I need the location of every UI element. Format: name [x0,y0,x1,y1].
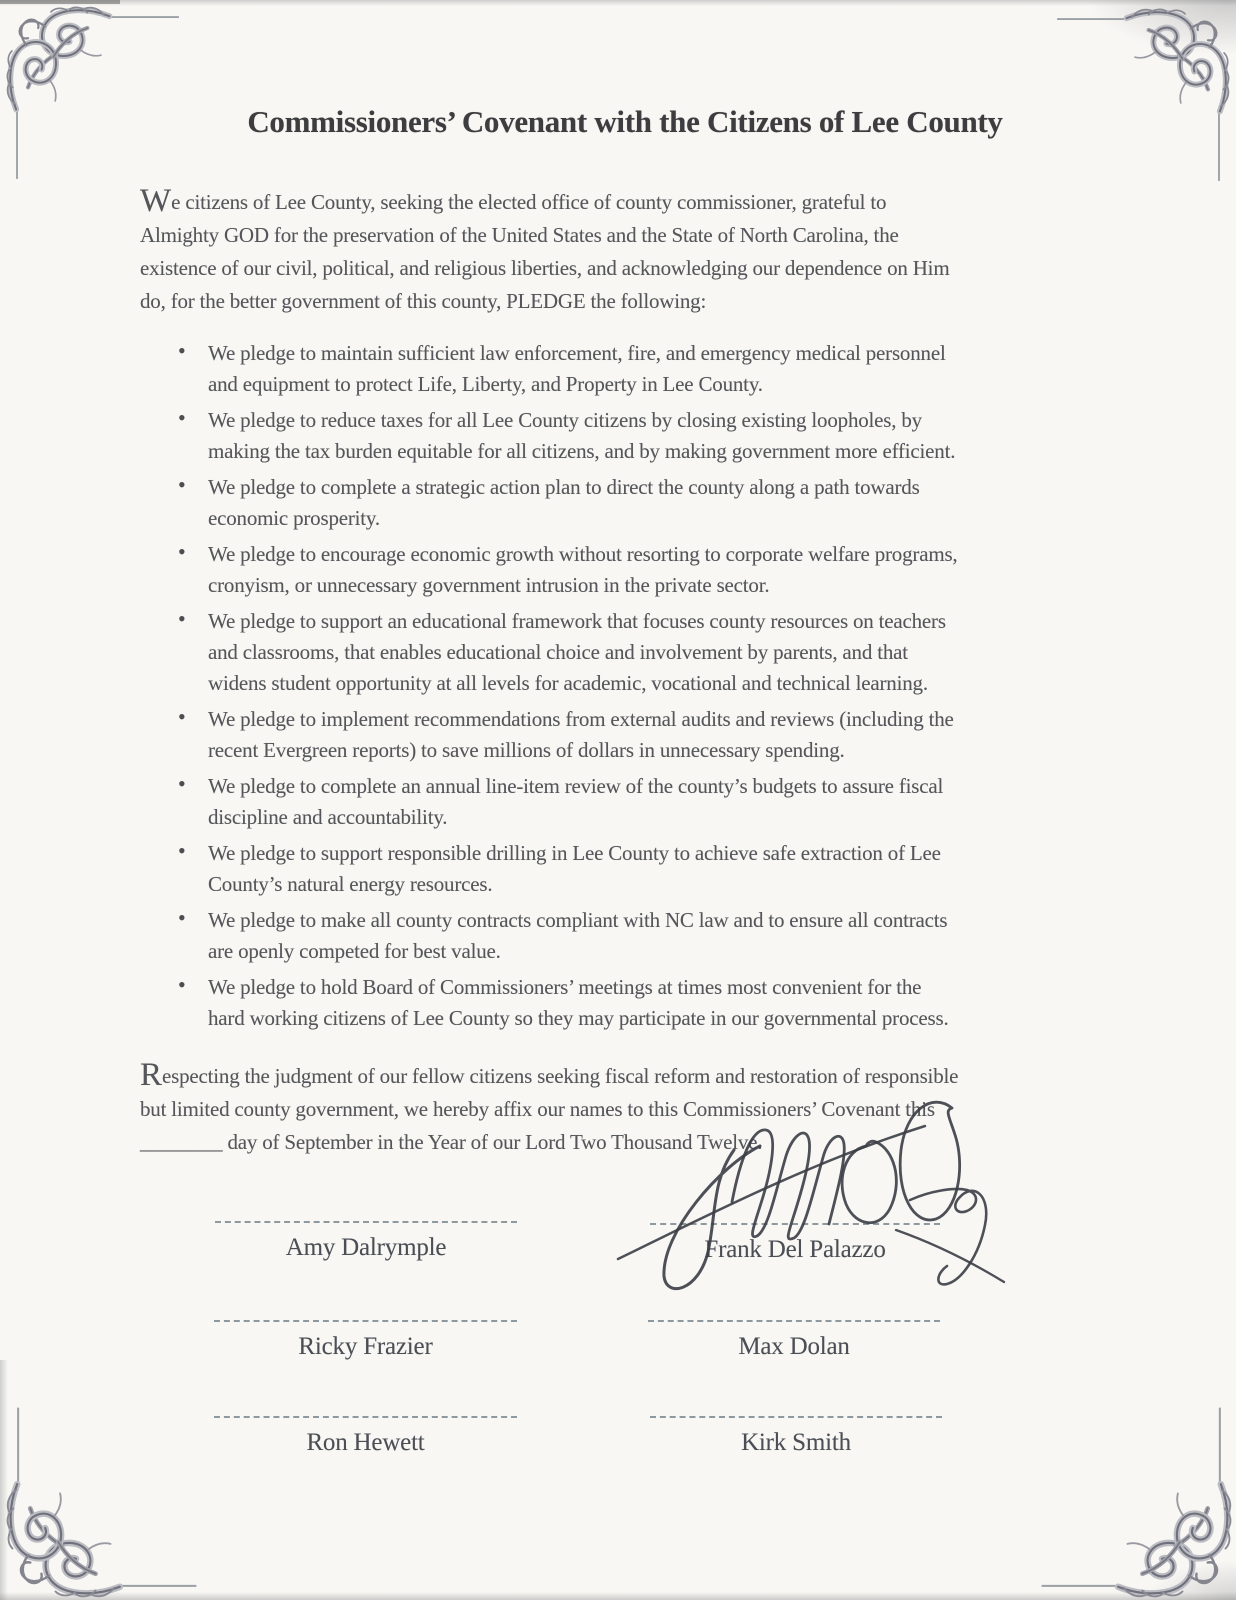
signer-name: Frank Del Palazzo [704,1236,886,1263]
pledge-item [140,771,1180,833]
signature-cell [214,1320,517,1361]
signature-cell [648,1320,940,1361]
pledge-line: • We pledge to encourage economic growth without resorting to corporate welfare programs, [208,542,958,566]
pledge-line: • We pledge to complete an annual line-item review of the county’s budgets to assure fiscal [208,774,944,798]
signature-cell [650,1416,942,1457]
pledge-line: making the tax burden equitable for all citizens, and by making government more efficient. [208,439,956,463]
signer-name: Amy Dalrymple [285,1234,447,1261]
drop-cap: W [140,183,172,219]
pledge-line: • We pledge to maintain sufficient law enforcement, fire, and emergency medical personnel [208,341,946,365]
signature-rule [214,1320,517,1322]
pledge-line: • We pledge to reduce taxes for all Lee County citizens by closing existing loopholes, by [208,408,922,432]
pledge-line: and equipment to protect Life, Liberty, and Property in Lee County. [208,372,763,396]
pledge-line: • We pledge to complete a strategic action plan to direct the county along a path towards [208,475,920,499]
corner-flourish-bottom-right-icon [1036,1402,1232,1598]
pledge-line: discipline and accountability. [208,805,448,829]
closing-line: Respecting the judgment of our fellow citizens seeking fiscal reform and restoration of responsible [140,1057,959,1093]
intro-line: We citizens of Lee County, seeking the elected office of county commissioner, grateful to [140,183,887,219]
pledge-line: • We pledge to hold Board of Commissioners’ meetings at times most convenient for the [208,975,922,999]
pledge-list [140,338,1180,1039]
pledge-item [140,606,1180,699]
pledge-line: widens student opportunity at all levels for academic, vocational and technical learning. [208,671,928,695]
scan-edge-top [0,0,1236,6]
scan-edge-top-dark-streak [0,0,120,4]
pledge-item [140,905,1180,967]
signer-name: Max Dolan [738,1333,850,1360]
pledge-item [140,704,1180,766]
signature-cell [214,1416,517,1457]
intro-line: do, for the better government of this county, PLEDGE the following: [140,289,707,313]
pledge-item [140,539,1180,601]
pledge-line: • We pledge to implement recommendations from external audits and reviews (including the [208,707,954,731]
closing-line: but limited county government, we hereby affix our names to this Commissioners’ Covenant this [140,1097,935,1121]
signature-cell [215,1221,517,1262]
intro-line: Almighty GOD for the preservation of the United States and the State of North Carolina, the [140,223,899,247]
pledge-line: • We pledge to support an educational framework that focuses county resources on teachers [208,609,946,633]
page-title: Commissioners’ Covenant with the Citizens of Lee County [247,104,1003,139]
pledge-item [140,838,1180,900]
pledge-line: hard working citizens of Lee County so they may participate in our governmental process. [208,1006,949,1030]
signer-name: Ricky Frazier [298,1333,433,1360]
pledge-line: • We pledge to support responsible drilling in Lee County to achieve safe extraction of Lee [208,841,941,865]
signer-name: Kirk Smith [741,1429,851,1456]
intro-line: existence of our civil, political, and religious liberties, and acknowledging our dependence on Him [140,256,950,280]
signature-rule [214,1416,517,1418]
pledge-line: County’s natural energy resources. [208,872,493,896]
intro-paragraph [140,183,1150,318]
pledge-item [140,405,1180,467]
handwritten-signature [600,1084,1020,1302]
drop-cap: R [140,1057,163,1093]
signature-rule [215,1221,517,1223]
pledge-line: • We pledge to make all county contracts compliant with NC law and to ensure all contracts [208,908,948,932]
closing-line: ________ day of September in the Year of our Lord Two Thousand Twelve. [140,1130,763,1154]
pledge-line: economic prosperity. [208,506,380,530]
signature-rule [648,1320,940,1322]
pledge-item [140,972,1180,1034]
corner-flourish-top-right-icon [1052,8,1230,186]
pledge-line: and classrooms, that enables educational choice and involvement by parents, and that [208,640,908,664]
signer-name: Ron Hewett [306,1429,425,1456]
signature-rule [650,1416,942,1418]
pledge-item [140,472,1180,534]
corner-flourish-bottom-left-icon [6,1402,202,1598]
pledge-line: are openly competed for best value. [208,939,501,963]
pledge-item [140,338,1180,400]
corner-flourish-top-left-icon [6,6,184,184]
pledge-line: recent Evergreen reports) to save millions of dollars in unnecessary spending. [208,738,845,762]
pledge-line: cronyism, or unnecessary government intrusion in the private sector. [208,573,770,597]
